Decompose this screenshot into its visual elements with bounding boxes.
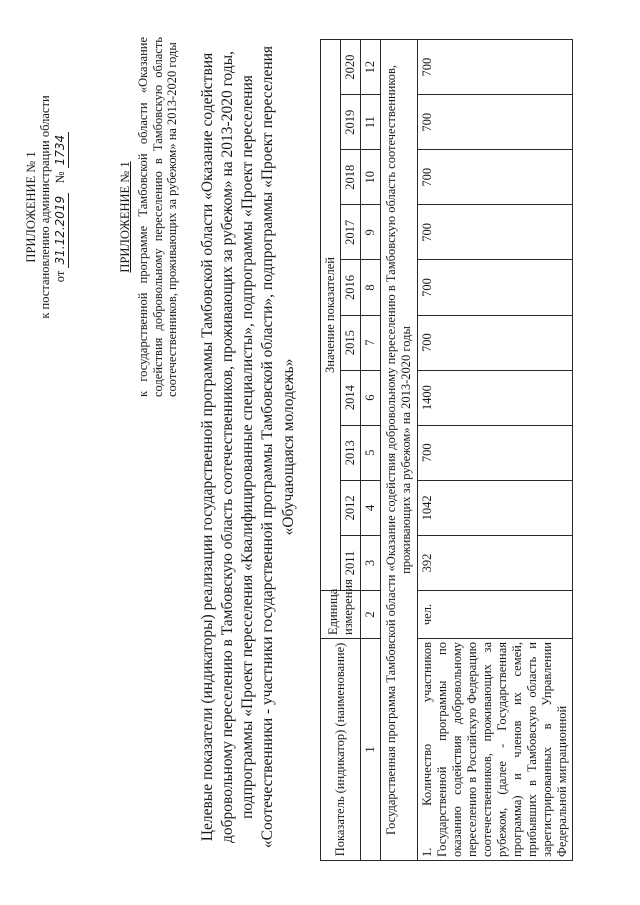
program-appendix-text: к государственной программе Тамбовской области «Оказание содействия добровольному переселению в Тамбовскую область соотечественников, проживающих за рубежом» на 2013-2020 годы xyxy=(136,37,180,397)
handwritten-date: 31.12.2019 xyxy=(54,193,69,268)
program-appendix-title: ПРИЛОЖЕНИЕ № 1 xyxy=(118,161,132,273)
column-number: 7 xyxy=(361,315,381,370)
document-title: Целевые показатели (индикаторы) реализации государственной программы Тамбовской области «Оказание содействия добровольному переселению в Тамбовскую область соотечественников, проживающих за рубежом» на 2013-2020 годы, подпрограммы «Проект переселения «Квалифицированные специалисты», подпрограммы «Проект переселения «Соотечественники - участники государственной программы Тамбовской области», подпрограммы «Проект переселения «Обучающаяся молодежь» xyxy=(199,45,297,849)
section-row xyxy=(381,40,418,861)
year-cell: 2016 xyxy=(341,260,361,315)
column-number: 11 xyxy=(361,95,381,150)
appendix-title: ПРИЛОЖЕНИЕ № 1 xyxy=(24,151,38,263)
value-cell: 700 xyxy=(418,425,573,480)
appendix-program-header xyxy=(118,37,180,397)
rotated-document-page xyxy=(10,7,630,897)
year-cell: 2018 xyxy=(341,150,361,205)
value-cell: 700 xyxy=(418,40,573,95)
values-header: Значение показателей xyxy=(321,40,341,591)
appendix-decree-header xyxy=(24,37,69,377)
indicator-header: Показатель (индикатор) (наименование) xyxy=(321,639,361,861)
section-title: Государственная программа Тамбовской области «Оказание содействия добровольному переселению в Тамбовскую область соотечественников, проживающих за рубежом» на 2013-2020 годы xyxy=(381,40,418,861)
column-number: 12 xyxy=(361,40,381,95)
column-number: 8 xyxy=(361,260,381,315)
number-prefix: № xyxy=(52,171,67,184)
table-row xyxy=(418,40,573,861)
unit-header: Единица измерения xyxy=(321,591,361,639)
column-number-row xyxy=(361,40,381,861)
value-cell: 700 xyxy=(418,315,573,370)
year-cell: 2019 xyxy=(341,95,361,150)
column-number: 10 xyxy=(361,150,381,205)
value-cell: 392 xyxy=(418,535,573,590)
indicator-cell: 1. Количество участников Государственной программы по оказанию содействия добровольному переселению в Российскую Федерацию соотечественников, проживающих за рубежом, (далее - Государственная программа) и членов их семей, прибывших в Тамбовскую область и зарегистрированных в Управлении Федеральной миграционной xyxy=(418,639,573,861)
column-number: 5 xyxy=(361,425,381,480)
date-prefix: от xyxy=(52,270,67,283)
handwritten-number: 1734 xyxy=(54,132,69,169)
column-number: 6 xyxy=(361,370,381,425)
column-number: 2 xyxy=(361,591,381,639)
indicators-table xyxy=(320,39,573,861)
value-cell: 1042 xyxy=(418,480,573,535)
value-cell: 700 xyxy=(418,150,573,205)
column-number: 9 xyxy=(361,205,381,260)
column-number: 4 xyxy=(361,480,381,535)
year-cell: 2015 xyxy=(341,315,361,370)
appendix-decree-line: к постановлению администрации области xyxy=(38,95,53,319)
header-row-1 xyxy=(321,40,341,861)
unit-cell: чел. xyxy=(418,591,573,639)
value-cell: 1400 xyxy=(418,370,573,425)
appendix-date-line xyxy=(53,37,69,377)
year-cell: 2013 xyxy=(341,425,361,480)
value-cell: 700 xyxy=(418,260,573,315)
year-cell: 2020 xyxy=(341,40,361,95)
value-cell: 700 xyxy=(418,205,573,260)
year-cell: 2017 xyxy=(341,205,361,260)
value-cell: 700 xyxy=(418,95,573,150)
year-cell: 2011 xyxy=(341,535,361,590)
year-cell: 2014 xyxy=(341,370,361,425)
column-number: 3 xyxy=(361,535,381,590)
year-cell: 2012 xyxy=(341,480,361,535)
column-number: 1 xyxy=(361,639,381,861)
